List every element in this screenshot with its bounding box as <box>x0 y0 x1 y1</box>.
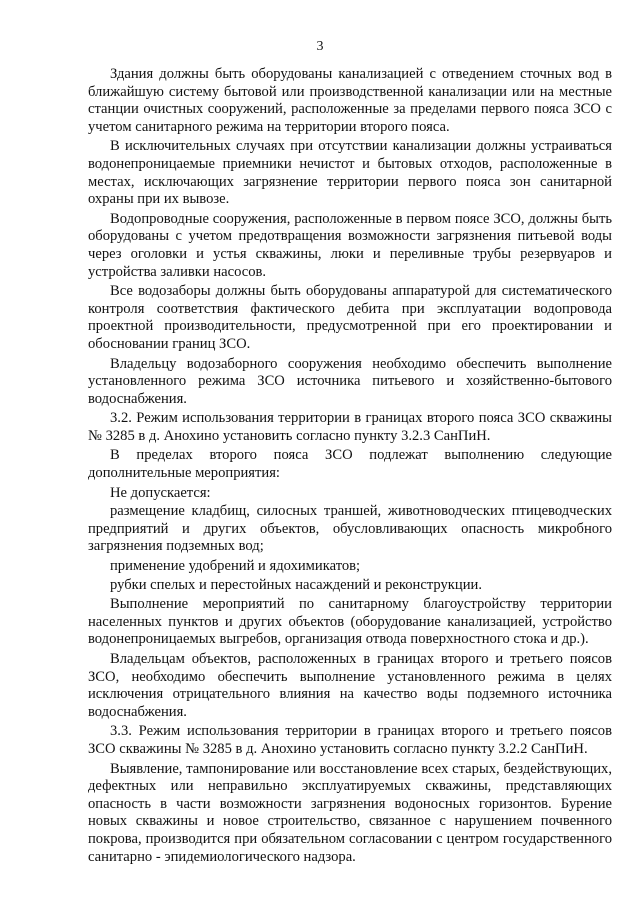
list-item-logging: рубки спелых и перестойных насаждений и реконструкции. <box>110 576 482 593</box>
paragraph-water-intakes: Все водозаборы должны быть оборудованы аппаратурой для систематического контроля соответствия фактического дебита при эксплуатации водопровода проектной производительности, предусмотренной при его проектировании и обосновании границ ЗСО. <box>88 283 612 352</box>
paragraph-water-structures: Водопроводные сооружения, расположенные в первом поясе ЗСО, должны быть оборудованы с учетом предотвращения возможности загрязнения питьевой воды через оголовки и устья скважины, люки и переливные трубы резервуаров и устройства заливки насосов. <box>88 210 612 280</box>
paragraph-section-3-2: 3.2. Режим использования территории в границах второго пояса ЗСО скважины № 3285 в д. Анохино установить согласно пункту 3.2.3 СанПиН. <box>88 410 612 444</box>
paragraph-cesspools: В исключительных случаях при отсутствии канализации должны устраиваться водонепроницаемые приемники нечистот и бытовых отходов, расположенные в местах, исключающих загрязнение территории первого пояса зон санитарной охраны при их вывозе. <box>88 138 612 208</box>
page-number: 3 <box>316 39 324 54</box>
list-item-fertilizers: применение удобрений и ядохимикатов; <box>110 558 361 575</box>
paragraph-not-allowed: Не допускается: <box>110 484 211 501</box>
paragraph-additional-measures: В пределах второго пояса ЗСО подлежат выполнению следующие дополнительные мероприятия: <box>88 447 612 482</box>
paragraph-improvement: Выполнение мероприятий по санитарному благоустройству территории населенных пунктов и других объектов (оборудование канализацией, устройство водонепроницаемых выгребов, организация отвода поверхностного стока и др.). <box>88 596 612 648</box>
paragraph-sewerage: Здания должны быть оборудованы канализацией с отведением сточных вод в ближайшую систему бытовой или производственной канализации или на местные станции очистных сооружений, расположенные за пределами первого пояса ЗСО с учетом санитарного режима на территории второго пояса. <box>88 66 612 135</box>
paragraph-owners-second-third: Владельцам объектов, расположенных в границах второго и третьего поясов ЗСО, необходимо обеспечить выполнение установленного режима в целях исключения отрицательного влияния на качество воды подземного источника водоснабжения. <box>88 651 612 720</box>
list-item-cemeteries: размещение кладбищ, силосных траншей, животноводческих птицеводческих предприятий и других объектов, обусловливающих опасность микробного загрязнения подземных вод; <box>88 503 612 555</box>
paragraph-section-3-3: 3.3. Режим использования территории в границах второго и третьего поясов ЗСО скважины № 3285 в д. Анохино установить согласно пункту 3.2.2 СанПиН. <box>88 723 612 757</box>
document-body <box>88 66 612 868</box>
paragraph-owner-duty: Владельцу водозаборного сооружения необходимо обеспечить выполнение установленного режима ЗСО источника питьевого и хозяйственно-бытового водоснабжения. <box>88 355 612 407</box>
paragraph-wells: Выявление, тампонирование или восстановление всех старых, бездействующих, дефектных или неправильно эксплуатируемых скважины, представляющих опасность в части возможности загрязнения водоносных горизонтов. Бурение новых скважины и новое строительство, связанное с нарушением почвенного покрова, производится при обязательном согласовании с центром государственного санитарно - эпидемиологического надзора. <box>88 760 612 865</box>
